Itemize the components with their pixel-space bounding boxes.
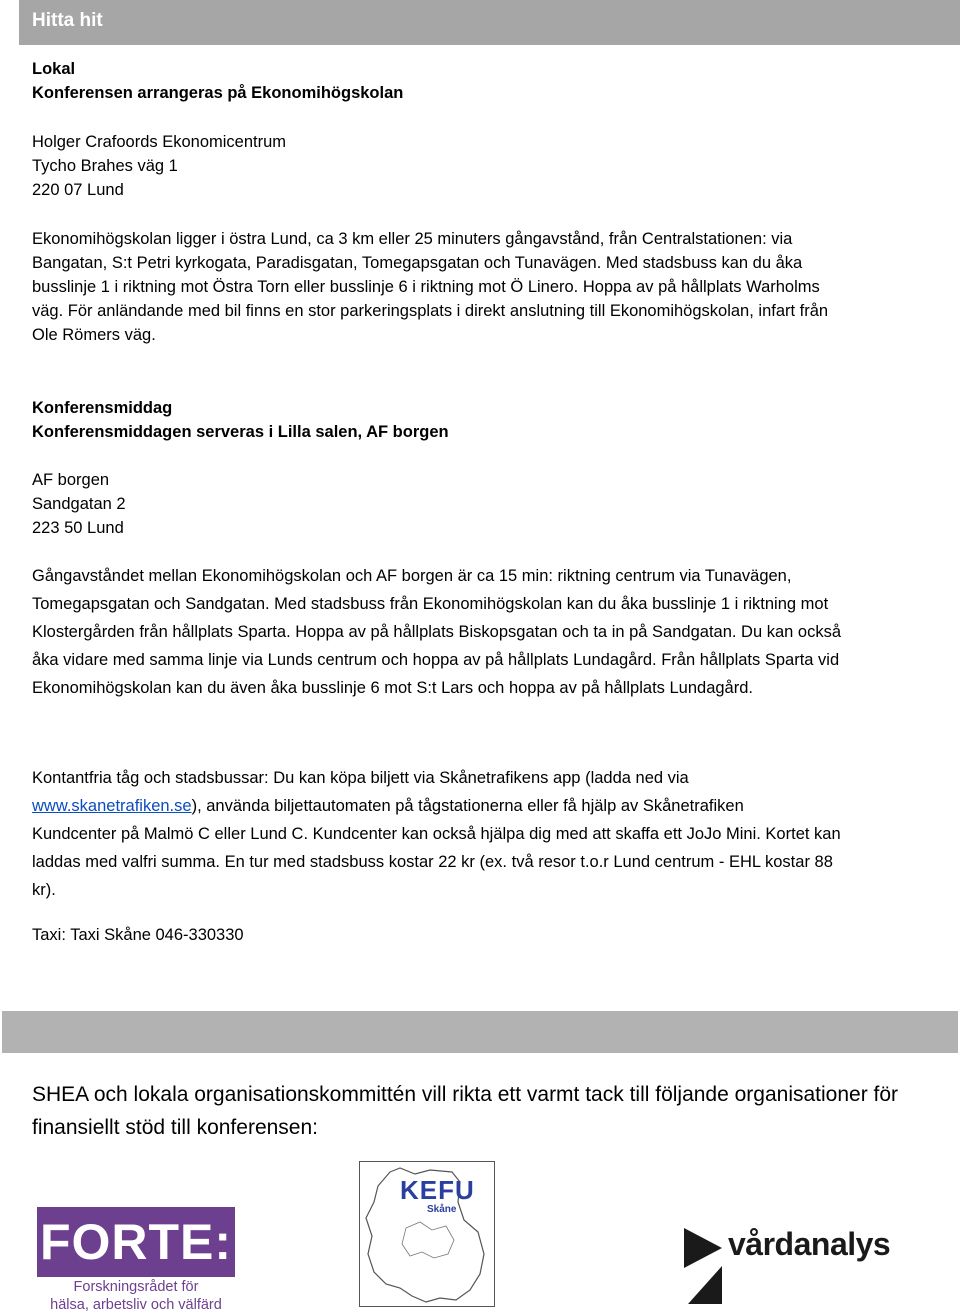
transport-line: laddas med valfri summa. En tur med stadsbuss kostar 22 kr (ex. två resor t.o.r Lund centrum - EHL kostar 88 [32,853,833,871]
forte-tagline: hälsa, arbetsliv och välfärd [50,1297,222,1313]
kefu-wordmark: KEFU [400,1175,475,1205]
section-title: Hitta hit [32,10,103,31]
transport-line: kr). [32,881,56,899]
dinner-address [32,468,932,540]
vardanalys-logo [684,1226,916,1306]
venue-heading: Lokal [32,60,76,78]
dinner-section [32,396,932,444]
venue-directions [32,227,932,347]
directions-line: åka vidare med samma linje via Lunds centrum och hoppa av på hållplats Lundagård. Från hållplats Sparta vid [32,651,840,669]
directions-line: Ole Römers väg. [32,326,156,344]
address-line: 223 50 Lund [32,519,124,537]
directions-line: busslinje 1 i riktning mot Östra Torn eller busslinje 6 i riktning mot Ö Linero. Hoppa av på hållplats Warholms [32,278,820,296]
directions-line: Ekonomihögskolan kan du även åka busslinje 6 mot S:t Lars och hoppa av på hållplats Lundagård. [32,679,753,697]
transport-line: Kontantfria tåg och stadsbussar: Du kan köpa biljett via Skånetrafikens app (ladda ned via [32,769,689,787]
venue-section [32,57,932,105]
venue-address [32,130,932,202]
venue-subheading: Konferensen arrangeras på Ekonomihögskolan [32,84,404,102]
address-line: AF borgen [32,471,110,489]
address-line: Holger Crafoords Ekonomicentrum [32,133,287,151]
forte-logo [37,1207,235,1313]
directions-line: väg. För anländande med bil finns en stor parkeringsplats i direkt anslutning till Ekonomihögskolan, infart från [32,302,829,320]
kefu-logo [359,1161,495,1307]
thanks-text [32,1078,942,1144]
dinner-subheading: Konferensmiddagen serveras i Lilla salen, AF borgen [32,423,449,441]
taxi-section [32,921,932,949]
address-line: 220 07 Lund [32,181,124,199]
transport-line-rest: ), använda biljettautomaten på tågstationerna eller få hjälp av Skånetrafiken [191,797,744,815]
directions-line: Klostergården från hållplats Sparta. Hoppa av på hållplats Biskopsgatan och ta in på Sandgatan. Du kan också [32,623,842,641]
kefu-subtitle: Skåne [427,1204,457,1215]
dinner-directions [32,562,932,702]
thanks-line: SHEA och lokala organisationskommittén vill rikta ett varmt tack till följande organisationer för [32,1083,899,1106]
vardanalys-wordmark: vårdanalys [728,1226,891,1262]
directions-line: Ekonomihögskolan ligger i östra Lund, ca 3 km eller 25 minuters gångavstånd, från Centralstationen: via [32,230,793,248]
thanks-line: finansiellt stöd till konferensen: [32,1116,318,1139]
taxi-info: Taxi: Taxi Skåne 046-330330 [32,926,244,944]
divider-bar [2,1011,958,1053]
directions-line: Tomegapsgatan och Sandgatan. Med stadsbuss från Ekonomihögskolan kan du åka busslinje 1 i riktning mot [32,595,829,613]
section-header-bar [19,0,960,45]
arrow-icon [684,1226,724,1306]
directions-line: Gångavståndet mellan Ekonomihögskolan och AF borgen är ca 15 min: riktning centrum via Tunavägen, [32,567,792,585]
forte-wordmark: FORTE: [37,1207,235,1277]
address-line: Tycho Brahes väg 1 [32,157,178,175]
transport-line: Kundcenter på Malmö C eller Lund C. Kundcenter kan också hjälpa dig med att skaffa ett JoJo Mini. Kortet kan [32,825,841,843]
skanetrafiken-link[interactable]: www.skanetrafiken.se [32,797,192,815]
address-line: Sandgatan 2 [32,495,126,513]
directions-line: Bangatan, S:t Petri kyrkogata, Paradisgatan, Tomegapsgatan och Tunavägen. Med stadsbuss kan du åka [32,254,803,272]
dinner-heading: Konferensmiddag [32,399,173,417]
transport-section [32,764,932,904]
forte-tagline: Forskningsrådet för [73,1279,199,1295]
transport-line [32,792,932,820]
